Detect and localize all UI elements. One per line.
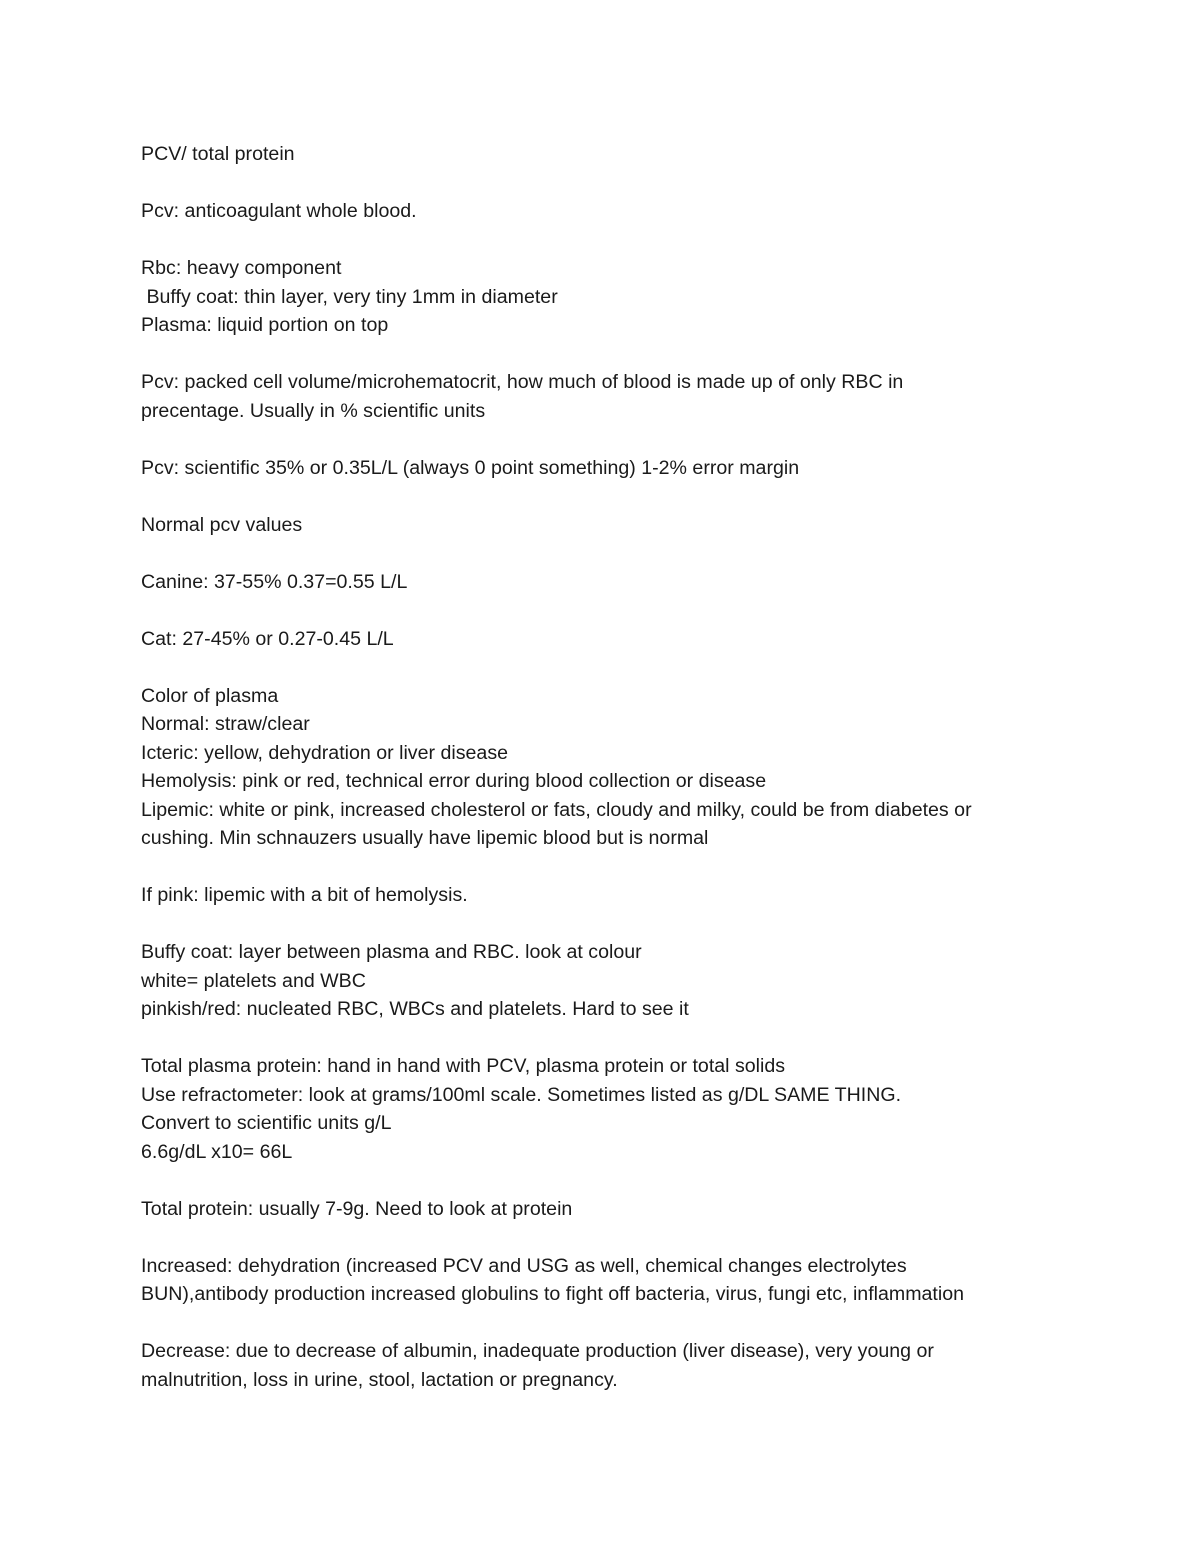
text-line: Decrease: due to decrease of albumin, inadequate production (liver disease), very young or xyxy=(141,1340,934,1362)
blank-line xyxy=(141,910,1071,939)
text-line: Hemolysis: pink or red, technical error during blood collection or disease xyxy=(141,770,767,792)
blank-line xyxy=(141,1024,1071,1053)
blank-line xyxy=(141,169,1071,198)
text-line: Lipemic: white or pink, increased cholesterol or fats, cloudy and milky, could be from diabetes or xyxy=(141,798,972,821)
text-line: Cat: 27-45% or 0.27-0.45 L/L xyxy=(141,627,394,650)
text-line: Increased: dehydration (increased PCV and USG as well, chemical changes electrolytes xyxy=(141,1254,907,1277)
text-line: Use refractometer: look at grams/100ml scale. Sometimes listed as g/DL SAME THING. xyxy=(141,1083,902,1106)
blank-line xyxy=(141,1309,1071,1338)
text-line: pinkish/red: nucleated RBC, WBCs and platelets. Hard to see it xyxy=(141,998,689,1020)
text-line: Pcv: packed cell volume/microhematocrit, how much of blood is made up of only RBC in xyxy=(141,371,904,393)
blank-line xyxy=(141,482,1071,511)
text-line: cushing. Min schnauzers usually have lipemic blood but is normal xyxy=(141,827,709,849)
blank-line xyxy=(141,596,1071,625)
section-heading: Normal pcv values xyxy=(141,513,303,536)
text-line: Buffy coat: layer between plasma and RBC. look at colour xyxy=(141,941,642,963)
text-line: Total protein: usually 7-9g. Need to look at protein xyxy=(141,1197,573,1220)
document-title: PCV/ total protein xyxy=(141,143,295,165)
blank-line xyxy=(141,1166,1071,1195)
text-line: 6.6g/dL x10= 66L xyxy=(141,1140,293,1163)
text-line: Total plasma protein: hand in hand with PCV, plasma protein or total solids xyxy=(141,1055,786,1077)
text-line: Pcv: anticoagulant whole blood. xyxy=(141,200,417,222)
text-line: Pcv: scientific 35% or 0.35L/L (always 0 point something) 1-2% error margin xyxy=(141,456,800,479)
text-line: Canine: 37-55% 0.37=0.55 L/L xyxy=(141,570,408,593)
section-heading: Color of plasma xyxy=(141,684,279,707)
text-line: Plasma: liquid portion on top xyxy=(141,314,389,336)
text-line: Normal: straw/clear xyxy=(141,713,310,735)
text-line: Buffy coat: thin layer, very tiny 1mm in diameter xyxy=(141,285,558,308)
text-line: Rbc: heavy component xyxy=(141,257,342,279)
blank-line xyxy=(141,853,1071,882)
blank-line xyxy=(141,1223,1071,1252)
text-line: If pink: lipemic with a bit of hemolysis. xyxy=(141,884,468,906)
text-line: white= platelets and WBC xyxy=(141,969,366,992)
blank-line xyxy=(141,226,1071,255)
text-line: precentage. Usually in % scientific units xyxy=(141,399,486,422)
blank-line xyxy=(141,425,1071,454)
blank-line xyxy=(141,340,1071,369)
text-line: Icteric: yellow, dehydration or liver disease xyxy=(141,741,509,764)
document-body xyxy=(141,140,1071,1394)
blank-line xyxy=(141,653,1071,682)
blank-line xyxy=(141,539,1071,568)
text-line: malnutrition, loss in urine, stool, lactation or pregnancy. xyxy=(141,1368,618,1391)
text-line: Convert to scientific units g/L xyxy=(141,1112,392,1134)
text-line: BUN),antibody production increased globulins to fight off bacteria, virus, fungi etc, inflammation xyxy=(141,1283,965,1305)
